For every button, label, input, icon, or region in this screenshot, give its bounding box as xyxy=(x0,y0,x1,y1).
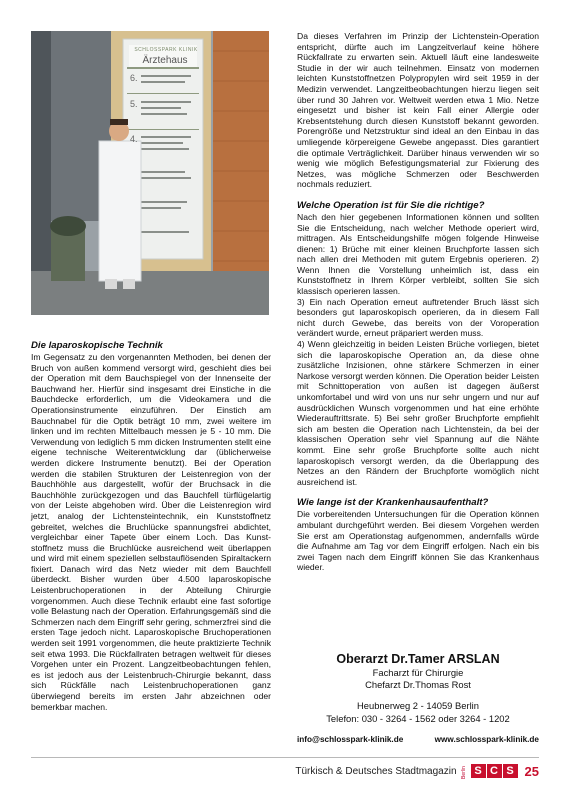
signature-block xyxy=(297,652,539,725)
logo-letter-3: S xyxy=(503,764,518,778)
email-link[interactable]: info@schlosspark-klinik.de xyxy=(297,735,404,744)
website-link[interactable]: www.schlosspark-klinik.de xyxy=(434,735,539,744)
logo-letter-1: S xyxy=(471,764,486,778)
floor-4: 4. xyxy=(130,134,138,144)
heading-hospital-stay: Wie lange ist der Krankenhausaufenthalt? xyxy=(297,497,489,509)
city-tag: Berlin xyxy=(460,766,467,779)
right-column xyxy=(297,31,539,573)
footer-divider xyxy=(31,757,539,758)
decision-paragraph-2: 3) Ein nach Operation erneut auftretender Bruch lässt sich besonders gut laparoskopisch operieren, da in diesem Fall nicht durch Gewebe, das bereits von der Voroperation verändert wurde, erneut präpariert werden muss. xyxy=(297,296,539,339)
left-column xyxy=(31,338,271,712)
hospital-stay-paragraph: Die vorbereitenden Untersuchungen für die Operation können ambulant durchgeführt werden. Bei diesem Vorgehen werden Sie erst am Operationstag aufgenommen, andernfalls würde die Aufnahme am Tag vor dem Eingriff erfolgen. Nach ein bis zwei Tagen nach dem Eingriff können Sie das Krankenhaus wieder. xyxy=(297,509,539,573)
floor-6: 6. xyxy=(130,73,138,83)
sign-brand: SCHLOSSPARK KLINIK xyxy=(134,47,198,53)
doctor-photo xyxy=(31,31,269,315)
decision-paragraph-1: Nach den hier gegebenen Informationen können und sollten Sie die Entscheidung, nach welcher Methode operiert wird, mittragen. Als Entscheidungshilfe mögen folgende Hinweise dienen: 1) Brüche mit einer kleinen Bruchpforte lassen sich nach allen drei Methoden mit gutem Ergebnis operieren. 2) Wenn Ihnen die Vorstellung unheimlich ist, dass ein Kunststoffnetz in Ihrem Körper verbleibt, sollten Sie sich klassisch operieren lassen. xyxy=(297,211,539,297)
intro-paragraph: Da dieses Verfahren im Prinzip der Lichtenstein-Operation entspricht, dürfte auch im Langzeitverlauf keine höhere Rückfallrate zu erwarten sein. Aktuell läuft eine landesweite Studie in der wir auch teilnehmen. Einsatz von modernen leichten Kunststoffnetzen Polypropylen wird seit 1959 in der Medizin verwendet. Langzeitbeobachtungen hierzu liegen seit über rund 30 Jahren vor. Weltweit werden etwa 1 Mio. Netze eingesetzt und bisher ist kein Fall einer Allergie oder Krebsentstehung durch diesen Kunststoff bekannt geworden. Porengröße und Netzstruktur sind ideal an den Einbau in das umliegende körpereigene Gewebe angepasst. Dies garantiert die optimale Verträglichkeit. Darüber hinaus verwenden wir so wenig wie möglich Befestigungsmaterial zur Fixierung des Netzes, was mögliche Schmerzen oder Beschwerden nochmals reduziert. xyxy=(297,31,539,190)
page-number: 25 xyxy=(524,763,539,779)
doctor-name: Oberarzt Dr.Tamer ARSLAN xyxy=(336,652,500,666)
heading-laparoscopic: Die laparoskopische Technik xyxy=(31,340,163,351)
contact-row xyxy=(297,735,539,744)
doctor-role: Facharzt für Chirurgie xyxy=(372,667,464,678)
photo-illustration xyxy=(31,31,269,315)
magazine-name: Türkisch & Deutsches Stadtmagazin xyxy=(295,765,457,777)
logo-letter-2: C xyxy=(487,764,502,778)
heading-which-operation: Welche Operation ist für Sie die richtige? xyxy=(297,199,485,211)
address: Heubnerweg 2 - 14059 Berlin xyxy=(357,700,479,712)
laparoscopic-paragraph: Im Gegensatz zu den vorgenannten Methoden, bei denen der Bruch von außen kommend versorgt wird, geschieht dies bei der Operation mit dem Bauchspiegel von der Innenseite der Bauchwand her. Hierfür sind insgesamt drei Einstiche in die Bauchdecke erforderlich, um die Videokamera und die Operationsinstrumente einzuführen. Der Einstich am Bauchnabel für die Optik beträgt 10 mm, zwei weitere im linken und im rechten Mittelbauch messen je 5 - 10 mm. Die Verwendung von lediglich 5 mm dicken Instrumenten stellt eine eigene technische Weiterentwicklung dar (üblicherweise werden dickere Instrumente benutzt). Bei der Operation werden die stabilen Strukturen der Leistenregion von der Bauchhöhle aus dargestellt, wofür der Bruchsack in die Bauchhöhle zurückgezogen und das Bauchfell türflügelartig von der Leiste abgehoben wird. Über die Leistenregion wird jetzt, analog der Lichtensteintechnik, ein Kunststoffnetz gebreitet, welches die Bruchlücke spannungsfrei abdichtet, vergleichbar einer Tapete über einem Loch. Das Kunst- stoffnetz muss die Bruchlücke ausreichend weit überlappen und wird mit einem speziellen selbstauflösenden Spiraltackern fixiert. Danach wird das Netz wieder mit dem Bauchfell überdeckt. Bisher wurden über 4.500 laparoskopische Leistenbruchoperationen in der Abteilung Chirurgie vorgenommen. Auch diese Technik erlaubt eine fast sofortige volle Belastung nach der Operation. Erfahrungsgemäß sind die Schmerzen nach dem Eingriff sehr gering, schmerzfrei sind die ersten Tage jedoch nicht. Laparoskopische Bruchoperationen werden seit 1991 vorgenommen, die heute praktizierte Technik seit etwa 1993. Die Rückfallraten betragen weltweit für dieses Vorgehen unter ein Prozent. Langzeitbeobachtungen fehlen, es ist jedoch aus der Leistenbruch-Chirurgie bekannt, dass sich Rückfälle nach Leistenbruchoperationen ganz überwiegend bereits im ersten Jahr abzeichnen oder bemerkbar machen. xyxy=(31,352,271,712)
sign-title: Ärztehaus xyxy=(142,55,188,66)
phone: Telefon: 030 - 3264 - 1562 oder 3264 - 1202 xyxy=(326,712,510,724)
page-footer xyxy=(295,763,539,779)
chief-physician: Chefarzt Dr.Thomas Rost xyxy=(365,679,471,691)
decision-paragraph-3: 4) Wenn gleichzeitig in beiden Leisten Brüche vorliegen, bietet sich die laparoskopische Operation an, da diese ohne zusätzliche Inzisionen, ohne stärkere Schmerzen in einer Narkose versorgt werden können. Die Operation beider Leisten mit Schnittoperation von außen ist dagegen äußerst unkomfortabel und wird von uns nur sehr ungern und nur auf ausdrücklichen Wunsch vorgenommen und hat eine erhöhte Wiederauftrittsrate. 5) Bei sehr großer Bruchpforte empfiehlt sich am besten die Operation nach Lichtenstein, da bei der klassischen Operation sehr viel Spannung auf die Nähte kommt. Eine sehr große Bruchpforte sollte auch nicht laparoskopisch versorgt werden, da die Überlappung des Netzes an den Rändern der Bruchpforte womöglich nicht ausreichend ist. xyxy=(297,339,539,487)
floor-5: 5. xyxy=(130,99,138,109)
magazine-logo xyxy=(471,764,518,778)
